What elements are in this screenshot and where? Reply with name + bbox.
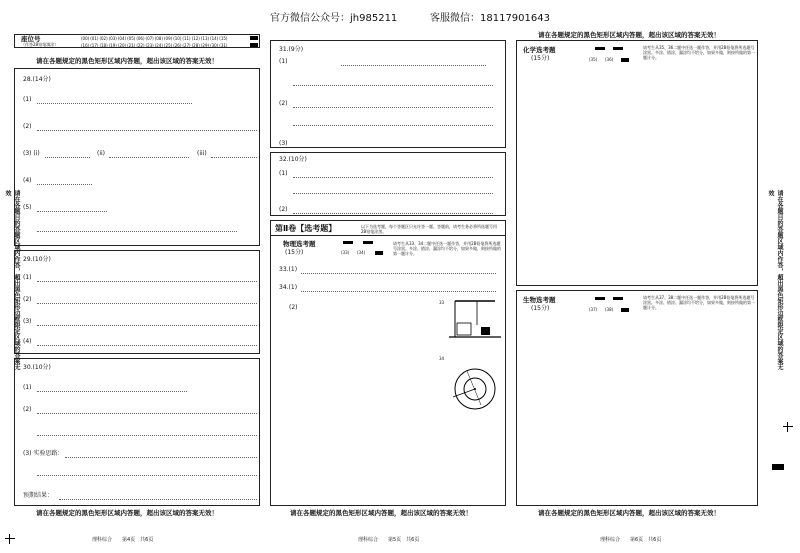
crosshair-icon <box>783 422 793 432</box>
side-notice-left: 请在各题目的答题区域内作答，超出黑色矩形边框限定区域的答案无效 <box>4 190 20 370</box>
chemistry-option-36[interactable]: (36) <box>605 57 614 62</box>
answer-line[interactable] <box>301 291 496 292</box>
service-contact-text: 客服微信：18117901643 <box>430 13 550 24</box>
biology-title: 生物选考题 <box>523 296 556 304</box>
footer-page4: 理科综合 第4页 共6页 <box>92 537 154 543</box>
physics-option-33[interactable]: (33) <box>341 250 350 255</box>
answer-line[interactable] <box>45 157 90 158</box>
footer-page6: 理科综合 第6页 共6页 <box>600 537 662 543</box>
answer-box-biology <box>516 290 758 506</box>
q29-item: (4) <box>23 338 32 345</box>
answer-line[interactable] <box>37 281 257 282</box>
answer-line[interactable] <box>37 345 257 346</box>
side-notice-right: 请在各题目的答题区域内作答，超出黑色矩形边框限定区域的答案无效 <box>767 190 783 370</box>
notice-right-bottom: 请在各题规定的黑色矩形区域内答题，超出该区域的答案无效！ <box>538 509 720 517</box>
answer-box-q31 <box>270 40 506 148</box>
q28-item: (ii) <box>97 150 106 157</box>
chemistry-score: (15分) <box>531 55 550 62</box>
biology-note: 请考生从37、38二题中任选一题作答，并用2B铅笔将所选题号涂黑。多涂、错涂、漏涂均不给分，如果多做，则按所做的第一题计分。 <box>643 295 755 311</box>
physics-item: 34.(1) <box>279 284 298 291</box>
answer-box-chemistry <box>516 40 758 286</box>
notice-left-top: 请在各题规定的黑色矩形区域内答题，超出该区域的答案无效！ <box>36 57 218 65</box>
q30-title: 30.(10分) <box>23 364 51 371</box>
notice-left-bottom: 请在各题规定的黑色矩形区域内答题，超出该区域的答案无效！ <box>36 509 218 517</box>
physics-score: (15分) <box>285 249 304 256</box>
timing-mark <box>621 308 629 312</box>
answer-line[interactable] <box>109 157 189 158</box>
q28-title: 28.(14分) <box>23 76 51 83</box>
answer-line[interactable] <box>37 325 257 326</box>
answer-line[interactable] <box>293 213 493 214</box>
answer-box-q28 <box>14 68 260 246</box>
biology-option-38[interactable]: (38) <box>605 307 614 312</box>
figure-34-label: 34 <box>439 356 445 361</box>
answer-line[interactable] <box>65 457 257 458</box>
q28-item: (iii) <box>197 150 207 157</box>
notice-right-top: 请在各题规定的黑色矩形区域内答题，超出该区域的答案无效！ <box>538 31 720 39</box>
q28-item: (5) <box>23 204 32 211</box>
answer-box-q30 <box>14 358 260 506</box>
answer-line[interactable] <box>301 273 496 274</box>
figure-33-apparatus <box>449 301 501 337</box>
timing-mark <box>621 58 629 62</box>
answer-line[interactable] <box>37 103 192 104</box>
biology-option-37[interactable]: (37) <box>589 307 598 312</box>
chemistry-note: 请考生从35、36二题中任选一题作答，并用2B铅笔将所选题号涂黑。多涂、错涂、漏涂均不给分，如果多做，则按所做的第一题计分。 <box>643 45 755 61</box>
q28-item: (4) <box>23 177 32 184</box>
q32-item: (1) <box>279 170 288 177</box>
answer-line[interactable] <box>37 435 257 436</box>
biology-score: (15分) <box>531 305 550 312</box>
answer-line[interactable] <box>37 231 237 232</box>
answer-line[interactable] <box>37 391 187 392</box>
seat-codes-bottom: (16) (17) (18) (19) (20) (21) (22) (23) (24) (25) (26) (27) (28) (29) (30) (31) <box>81 43 228 48</box>
answer-line[interactable] <box>59 499 257 500</box>
seat-number-panel <box>14 34 260 48</box>
answer-line[interactable] <box>293 85 493 86</box>
answer-box-q29 <box>14 250 260 354</box>
physics-note: 请考生从33、34二题中任选一题作答，并用2B铅笔将所选题号涂黑。多涂、错涂、漏涂均不给分，如果多做，则按所做的第一题计分。 <box>393 241 501 257</box>
physics-item: 33.(1) <box>279 266 298 273</box>
answer-line[interactable] <box>211 157 257 158</box>
timing-mark <box>250 36 258 40</box>
q30-item: 预期结果： <box>23 492 54 499</box>
physics-item: (2) <box>289 304 298 311</box>
answer-line[interactable] <box>37 475 257 476</box>
q29-item: (1) <box>23 274 32 281</box>
q31-title: 31.(9分) <box>279 46 304 53</box>
seat-codes-top: (00) (01) (02) (03) (04) (05) (06) (07) (08) (09) (10) (11) (12) (13) (14) (15) <box>81 36 228 41</box>
timing-mark <box>613 297 623 300</box>
timing-mark <box>343 241 353 244</box>
q31-item: (1) <box>279 58 288 65</box>
answer-line[interactable] <box>37 413 257 414</box>
seat-title: 座位号 <box>21 35 41 43</box>
q28-item: (1) <box>23 96 32 103</box>
physics-title: 物理选考题 <box>283 240 316 248</box>
timing-mark <box>595 297 605 300</box>
q29-item: (3) <box>23 318 32 325</box>
part2-title: 第Ⅱ卷【选考题】 <box>275 224 337 233</box>
answer-line[interactable] <box>293 125 493 126</box>
crosshair-icon <box>5 534 15 544</box>
figure-34-circles <box>453 369 495 409</box>
chemistry-option-35[interactable]: (35) <box>589 57 598 62</box>
answer-line[interactable] <box>293 107 493 108</box>
q29-item: (2) <box>23 296 32 303</box>
answer-line[interactable] <box>293 177 493 178</box>
notice-middle-bottom: 请在各题规定的黑色矩形区域内答题，超出该区域的答案无效！ <box>290 509 472 517</box>
physics-option-34[interactable]: (34) <box>357 250 366 255</box>
official-account-text: 官方微信公众号：jh985211 <box>270 13 398 24</box>
answer-line[interactable] <box>37 130 257 131</box>
answer-line[interactable] <box>37 184 92 185</box>
part2-desc: 以下为选考题，每个答题区只允许答一题。答题前，请考生务必将所选题号用2B铅笔涂黑。 <box>361 224 497 235</box>
answer-line[interactable] <box>37 303 257 304</box>
q30-item: (2) <box>23 406 32 413</box>
answer-box-q32 <box>270 152 506 216</box>
timing-mark <box>595 47 605 50</box>
physics-figures <box>447 297 503 417</box>
q31-item: (3) <box>279 140 288 147</box>
footer-page5: 理科综合 第5页 共6页 <box>358 537 420 543</box>
answer-box-physics <box>270 220 506 506</box>
answer-line[interactable] <box>37 211 107 212</box>
chemistry-title: 化学选考题 <box>523 46 556 54</box>
q31-item: (2) <box>279 100 288 107</box>
seat-note: （作答2B铅笔填涂） <box>21 42 59 47</box>
timing-mark <box>613 47 623 50</box>
q29-title: 29.(10分) <box>23 256 51 263</box>
timing-mark <box>772 464 784 470</box>
q30-item: (1) <box>23 384 32 391</box>
q32-title: 32.(10分) <box>279 156 307 163</box>
q30-item: (3) 实验思路： <box>23 450 64 457</box>
timing-mark <box>363 241 373 244</box>
q28-item: (3) (i) <box>23 150 40 157</box>
q32-item: (2) <box>279 206 288 213</box>
answer-line[interactable] <box>341 65 486 66</box>
q28-item: (2) <box>23 123 32 130</box>
timing-mark <box>375 251 383 255</box>
timing-mark <box>250 43 258 47</box>
answer-line[interactable] <box>293 193 493 194</box>
figure-33-label: 33 <box>439 300 445 305</box>
